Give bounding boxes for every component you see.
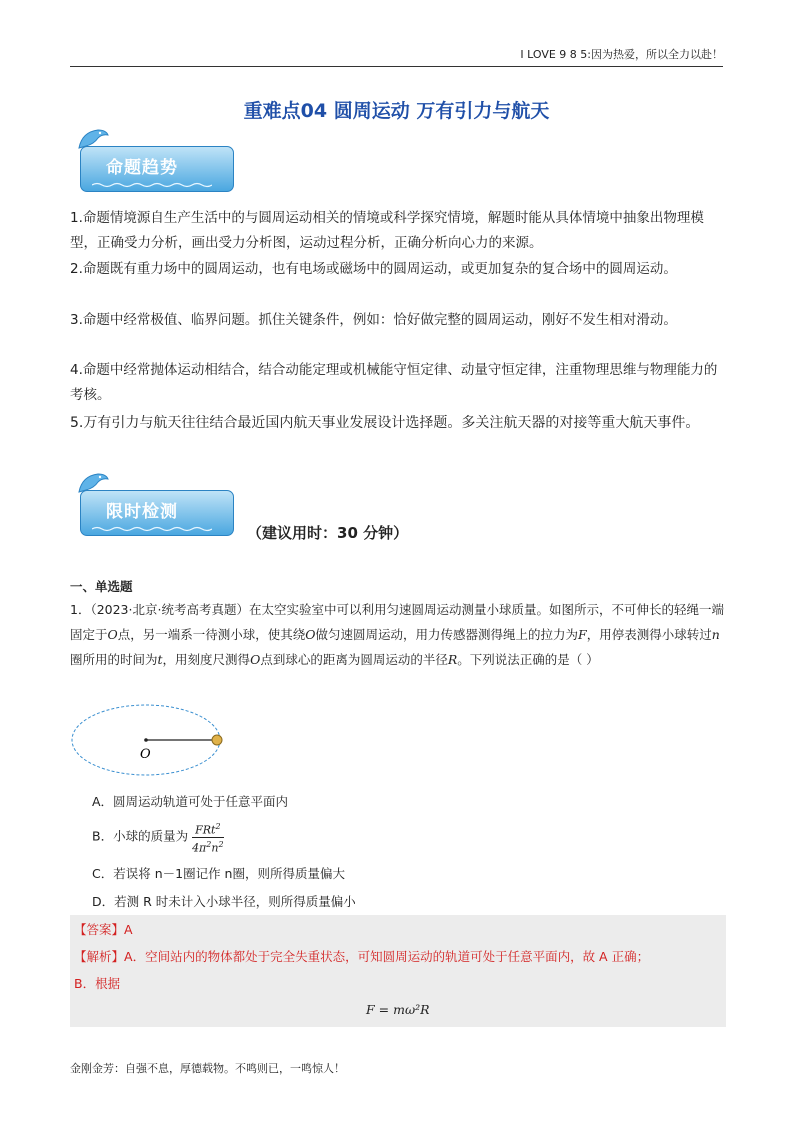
page-title: 重难点04 圆周运动 万有引力与航天 <box>243 100 550 122</box>
analysis-b: B．根据 <box>74 976 121 991</box>
trend-item-4: 4.命题中经常抛体运动相结合，结合动能定理或机械能守恒定律、动量守恒定律，注重物理思维与物理能力的考核。 <box>70 362 718 403</box>
option-d: D．若测 R 时未计入小球半径，则所得质量偏小 <box>92 894 356 909</box>
wave-decoration <box>92 182 212 188</box>
formula: F = mω²R <box>366 1002 430 1017</box>
trend-item-3: 3.命题中经常极值、临界问题。抓住关键条件，例如：恰好做完整的圆周运动，刚好不发生相对滑动。 <box>70 312 677 328</box>
analysis-line: 【解析】A．空间站内的物体都处于完全失重状态，可知圆周运动的轨道可处于任意平面内，故 A 正确； <box>74 949 650 964</box>
circular-motion-diagram <box>70 702 230 780</box>
option-a: A．圆周运动轨道可处于任意平面内 <box>92 794 289 809</box>
trend-badge-label: 命题趋势 <box>106 158 178 178</box>
center-label-O: O <box>140 747 151 762</box>
wave-decoration <box>92 526 212 532</box>
question-1-stem: 1．（2023·北京·统考高考真题）在太空实验室中可以利用匀速圆周运动测量小球质量。如图所示，不可伸长的轻绳一端固定于O点，另一端系一待测小球，使其绕O做匀速圆周运动，用力传感器测得绳上的拉力为F，用停表测得小球转过n圈所用的时间为t，用刻度尺测得O点到球心的距离为圆周运动的半径R。下列说法正确的是（ ） <box>70 602 724 667</box>
mass-fraction: $\frac{FRt^2}{4\pi^2n^2}$ <box>192 822 224 855</box>
trend-item-2: 2.命题既有重力场中的圆周运动，也有电场或磁场中的圆周运动，或更加复杂的复合场中的圆周运动。 <box>70 261 677 277</box>
trend-item-1: 1.命题情境源自生产生活中的与圆周运动相关的情境或科学探究情境，解题时能从具体情境中抽象出物理模型，正确受力分析，画出受力分析图，运动过程分析，正确分析向心力的来源。 <box>70 210 704 251</box>
trend-item-5: 5.万有引力与航天往往结合最近国内航天事业发展设计选择题。多关注航天器的对接等重大航天事件。 <box>70 415 700 431</box>
option-b: B．小球的质量为 $\frac{FRt^2}{4\pi^2n^2}$ <box>92 822 224 855</box>
test-badge-label: 限时检测 <box>106 502 178 522</box>
test-badge <box>76 476 234 540</box>
recommended-time: （建议用时：30 分钟） <box>247 524 409 542</box>
page-header: I LOVE 9 8 5:因为热爱，所以全力以赴！ <box>70 44 723 67</box>
answer-label: 【答案】A <box>74 922 133 937</box>
option-c: C．若误将 n－1圈记作 n圈，则所得质量偏大 <box>92 866 345 881</box>
trend-badge <box>76 132 234 196</box>
page-footer: 金刚金芳：自强不息，厚德载物。不鸣则已，一鸣惊人！ <box>70 1062 345 1075</box>
section-heading: 一、单选题 <box>70 579 133 594</box>
